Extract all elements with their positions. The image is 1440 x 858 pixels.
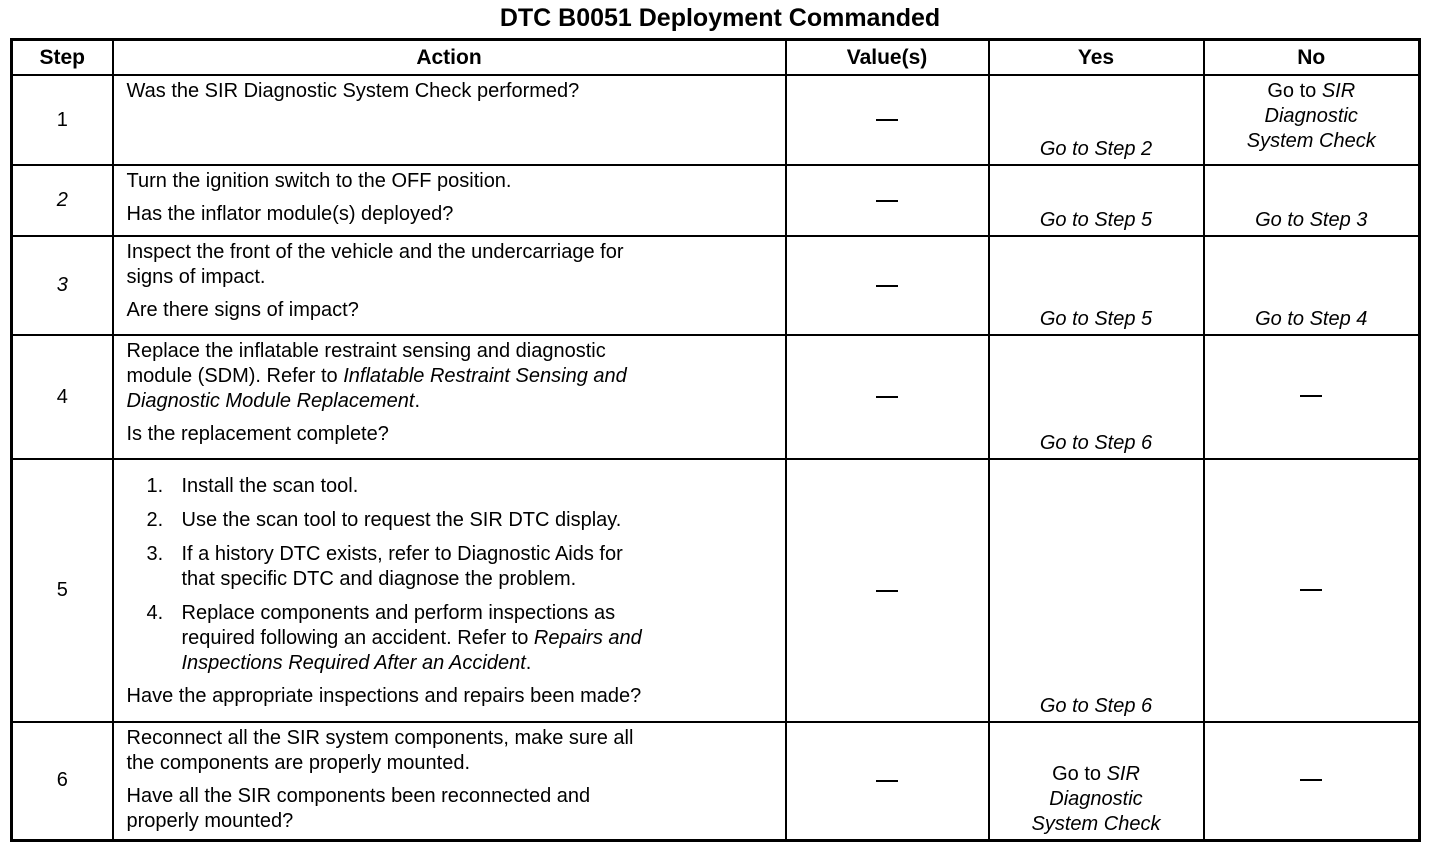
list-number: 3. — [146, 543, 164, 565]
list-text: Install the scan tool. — [181, 475, 359, 497]
list-text-line2: required following an accident. Refer to — [181, 627, 534, 649]
diagnostic-table — [10, 38, 1421, 842]
action-text-line1: Replace the inflatable restraint sensing and diagnostic — [126, 340, 606, 362]
procedure-list — [127, 474, 771, 676]
table-row — [12, 459, 1420, 722]
step-number: 1 — [12, 75, 113, 165]
goto-prefix: Go to — [1267, 80, 1317, 102]
goto-target: SIR — [1106, 762, 1140, 785]
goto-target: SIR — [1321, 80, 1356, 102]
yes-goto: Go to Step 5 — [1039, 308, 1153, 330]
table-row — [12, 75, 1420, 165]
action-question: Have the appropriate inspections and repairs been made? — [126, 685, 642, 707]
action-cell — [113, 722, 786, 840]
list-item — [127, 542, 771, 592]
table-header-row — [12, 40, 1420, 76]
header-step: Step — [12, 40, 113, 76]
list-number: 4. — [146, 602, 164, 624]
procedure-reference: Inflatable Restraint Sensing and — [343, 365, 627, 387]
step-number: 3 — [12, 236, 113, 335]
list-text: Use the scan tool to request the SIR DTC display. — [181, 509, 622, 531]
no-cell — [1204, 165, 1420, 236]
list-text-line2: that specific DTC and diagnose the problem. — [181, 568, 577, 590]
goto-target-line3: System Check — [1031, 812, 1161, 835]
procedure-reference: Repairs and — [533, 627, 642, 649]
header-values: Value(s) — [786, 40, 989, 76]
goto-prefix: Go to — [1052, 762, 1101, 785]
action-cell — [113, 335, 786, 459]
empty-value-dash — [876, 780, 898, 782]
step-number: 4 — [12, 335, 113, 459]
header-no: No — [1204, 40, 1420, 76]
value-cell — [786, 722, 989, 840]
action-cell — [113, 75, 786, 165]
no-cell — [1204, 75, 1420, 165]
value-cell — [786, 165, 989, 236]
no-cell — [1204, 459, 1420, 722]
yes-cell — [989, 75, 1204, 165]
action-cell — [113, 236, 786, 335]
table-row — [12, 165, 1420, 236]
action-question: Are there signs of impact? — [126, 299, 359, 321]
empty-value-dash — [876, 396, 898, 398]
list-item — [127, 601, 771, 676]
yes-goto: Go to Step 5 — [1039, 209, 1153, 231]
goto-target-line2: Diagnostic — [1049, 787, 1143, 810]
yes-cell — [989, 335, 1204, 459]
list-number: 1. — [146, 475, 164, 497]
action-text-line2: module (SDM). Refer to — [126, 365, 344, 387]
punctuation: . — [414, 390, 420, 412]
empty-value-dash — [876, 200, 898, 202]
value-cell — [786, 335, 989, 459]
yes-goto: Go to Step 2 — [1039, 138, 1153, 160]
list-text: Replace components and perform inspections as — [181, 602, 616, 624]
value-cell — [786, 75, 989, 165]
no-goto: Go to Step 3 — [1255, 209, 1368, 231]
punctuation: . — [525, 652, 532, 674]
step-number: 6 — [12, 722, 113, 840]
action-question: Was the SIR Diagnostic System Check performed? — [126, 80, 580, 102]
value-cell — [786, 236, 989, 335]
action-question-line2: properly mounted? — [126, 810, 294, 832]
yes-cell — [989, 236, 1204, 335]
empty-value-dash — [1300, 589, 1322, 591]
action-text-line1: Reconnect all the SIR system components, make sure all — [126, 727, 634, 749]
no-goto: Go to Step 4 — [1255, 308, 1368, 330]
list-text: If a history DTC exists, refer to Diagnostic Aids for — [181, 543, 623, 565]
step-number: 2 — [12, 165, 113, 236]
header-yes: Yes — [989, 40, 1204, 76]
table-row — [12, 236, 1420, 335]
yes-goto: Go to Step 6 — [1039, 432, 1153, 454]
yes-cell — [989, 459, 1204, 722]
no-cell — [1204, 722, 1420, 840]
no-cell — [1204, 236, 1420, 335]
action-question: Have all the SIR components been reconnected and — [126, 785, 591, 807]
yes-goto: Go to Step 6 — [1039, 695, 1153, 717]
list-item — [127, 474, 771, 499]
action-text-line2: signs of impact. — [126, 266, 266, 288]
empty-value-dash — [876, 285, 898, 287]
header-action: Action — [113, 40, 786, 76]
table-row — [12, 335, 1420, 459]
action-text-line1: Inspect the front of the vehicle and the undercarriage for — [126, 241, 624, 263]
table-row — [12, 722, 1420, 840]
goto-target-line3: System Check — [1246, 130, 1376, 152]
procedure-reference-line2: Inspections Required After an Accident — [181, 652, 526, 674]
document-title: DTC B0051 Deployment Commanded — [499, 4, 941, 32]
list-item — [127, 508, 771, 533]
step-number: 5 — [12, 459, 113, 722]
action-text: Turn the ignition switch to the OFF position. — [126, 170, 512, 192]
action-question: Is the replacement complete? — [126, 423, 389, 445]
action-text-line2: the components are properly mounted. — [126, 752, 471, 774]
empty-value-dash — [1300, 779, 1322, 781]
no-cell — [1204, 335, 1420, 459]
yes-cell — [989, 722, 1204, 840]
procedure-reference-line2: Diagnostic Module Replacement — [126, 390, 415, 412]
goto-target-line2: Diagnostic — [1264, 105, 1358, 127]
empty-value-dash — [876, 119, 898, 121]
yes-cell — [989, 165, 1204, 236]
empty-value-dash — [1300, 395, 1322, 397]
action-question: Has the inflator module(s) deployed? — [126, 203, 454, 225]
list-number: 2. — [146, 509, 164, 531]
value-cell — [786, 459, 989, 722]
action-cell — [113, 459, 786, 722]
action-cell — [113, 165, 786, 236]
empty-value-dash — [876, 590, 898, 592]
